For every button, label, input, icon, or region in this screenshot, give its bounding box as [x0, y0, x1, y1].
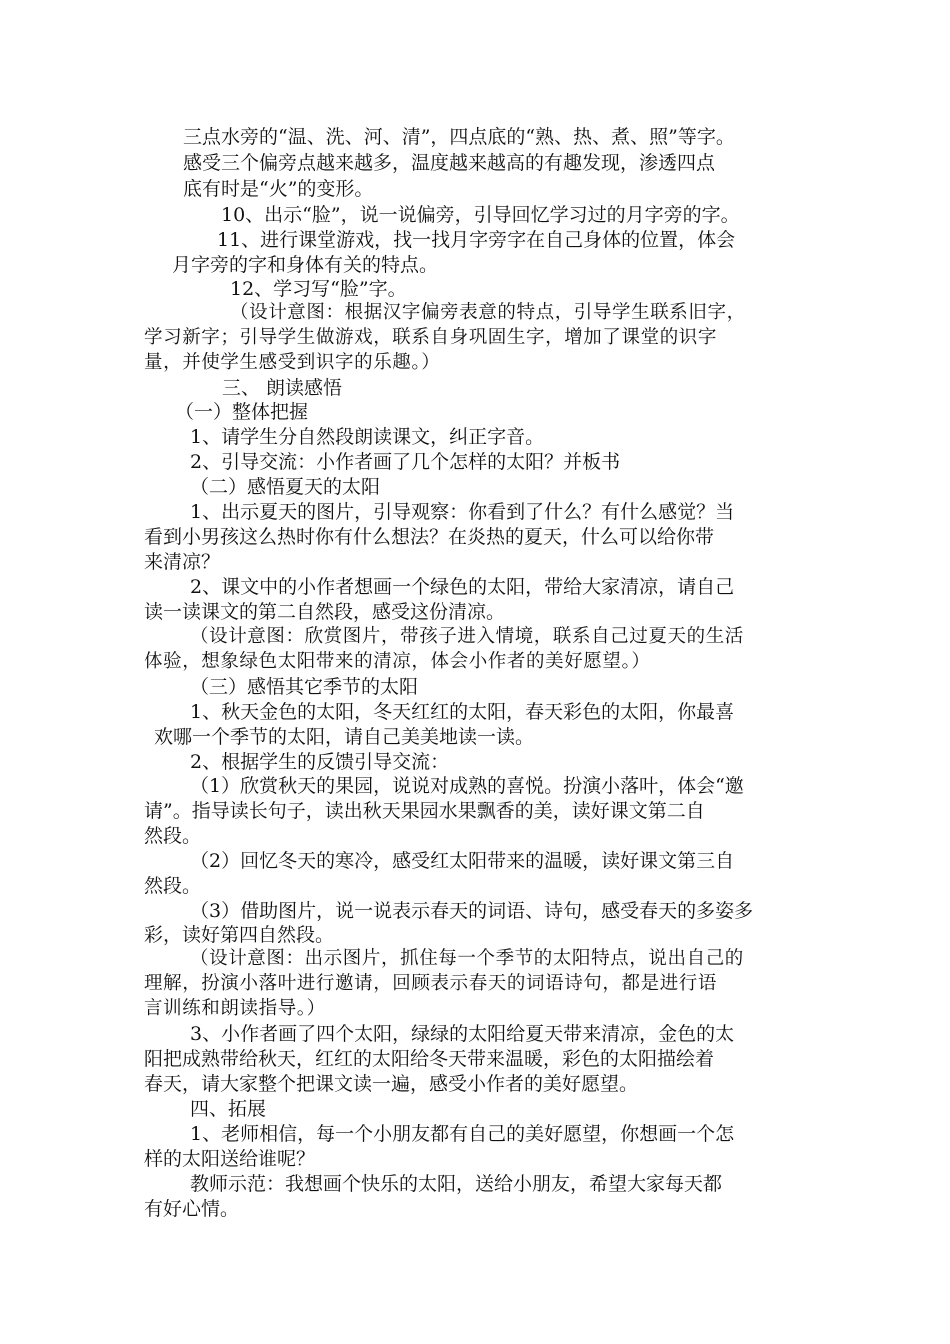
text-line: 然段。 — [144, 825, 202, 847]
section-heading: 四、拓展 — [190, 1098, 267, 1120]
text-line: 1、出示夏天的图片，引导观察：你看到了什么？有什么感觉？当 — [190, 501, 735, 523]
text-line: 2、引导交流：小作者画了几个怎样的太阳？并板书 — [190, 451, 621, 473]
text-line: 12、学习写“脸”字。 — [230, 278, 407, 300]
text-line: 体验，想象绿色太阳带来的清凉，体会小作者的美好愿望。） — [144, 651, 651, 672]
text-line: 理解，扮演小落叶进行邀请，回顾表示春天的词语诗句，都是进行语 — [144, 973, 718, 994]
text-line: 请”。指导读长句子，读出秋天果园水果飘香的美，读好课文第二自 — [144, 800, 705, 822]
section-heading: 三、 朗读感悟 — [222, 377, 343, 399]
text-line: 读一读课文的第二自然段，感受这份清凉。 — [144, 601, 506, 623]
text-line: 彩，读好第四自然段。 — [144, 924, 335, 946]
text-line: （2）回忆冬天的寒冷，感受红太阳带来的温暖，读好课文第三自 — [190, 850, 735, 872]
text-line: 春天，请大家整个把课文读一遍，感受小作者的美好愿望。 — [144, 1073, 639, 1095]
text-line: 1、秋天金色的太阳，冬天红红的太阳，春天彩色的太阳，你最喜 — [190, 701, 735, 723]
text-line: 2、根据学生的反馈引导交流： — [190, 751, 450, 773]
subsection-heading: （二）感悟夏天的太阳 — [190, 476, 381, 498]
text-line: （3）借助图片，说一说表示春天的词语、诗句，感受春天的多姿多 — [190, 900, 754, 922]
text-line: 3、小作者画了四个太阳，绿绿的太阳给夏天带来清凉，金色的太 — [190, 1023, 735, 1045]
text-line: 1、老师相信，每一个小朋友都有自己的美好愿望，你想画一个怎 — [190, 1123, 735, 1145]
text-line: 11、进行课堂游戏，找一找月字旁字在自己身体的位置，体会 — [217, 229, 736, 251]
text-line: 来清凉？ — [144, 551, 221, 573]
text-line: 月字旁的字和身体有关的特点。 — [172, 254, 439, 276]
text-line: 底有时是“火”的变形。 — [183, 178, 374, 200]
text-line: （1）欣赏秋天的果园，说说对成熟的喜悦。扮演小落叶，体会“邀 — [190, 775, 744, 797]
text-line: 1、请学生分自然段朗读课文，纠正字音。 — [190, 426, 545, 448]
text-line: 看到小男孩这么热时你有什么想法？在炎热的夏天，什么可以给你带 — [144, 526, 715, 548]
text-line: 量，并使学生感受到识字的乐趣。） — [144, 352, 441, 373]
text-line: 感受三个偏旁点越来越多，温度越来越高的有趣发现，渗透四点 — [183, 152, 716, 174]
text-line: 样的太阳送给谁呢？ — [144, 1148, 316, 1170]
subsection-heading: （一）整体把握 — [175, 401, 309, 423]
text-line: 有好心情。 — [144, 1198, 240, 1220]
design-intent-note: （设计意图：根据汉字偏旁表意的特点，引导学生联系旧字， — [230, 302, 746, 323]
text-line: 2、课文中的小作者想画一个绿色的太阳，带给大家清凉，请自己 — [190, 576, 735, 598]
design-intent-note: （设计意图：欣赏图片，带孩子进入情境，联系自己过夏天的生活 — [190, 626, 744, 647]
text-line: 欢哪一个季节的太阳，请自己美美地读一读。 — [154, 726, 535, 748]
text-line: 言训练和朗读指导。） — [144, 998, 326, 1019]
design-intent-note: （设计意图：出示图片，抓住每一个季节的太阳特点，说出自己的 — [190, 948, 744, 969]
text-line: 阳把成熟带给秋天，红红的太阳给冬天带来温暖，彩色的太阳描绘着 — [144, 1048, 715, 1070]
subsection-heading: （三）感悟其它季节的太阳 — [190, 676, 419, 698]
text-line: 学习新字；引导学生做游戏，联系自身巩固生字，增加了课堂的识字 — [144, 327, 718, 348]
text-line: 教师示范：我想画个快乐的太阳，送给小朋友，希望大家每天都 — [190, 1173, 723, 1195]
text-line: 10、出示“脸”，说一说偏旁，引导回忆学习过的月字旁的字。 — [221, 204, 740, 226]
text-line: 三点水旁的“温、洗、河、清”，四点底的“熟、热、煮、照”等字。 — [183, 126, 735, 148]
text-line: 然段。 — [144, 875, 202, 897]
